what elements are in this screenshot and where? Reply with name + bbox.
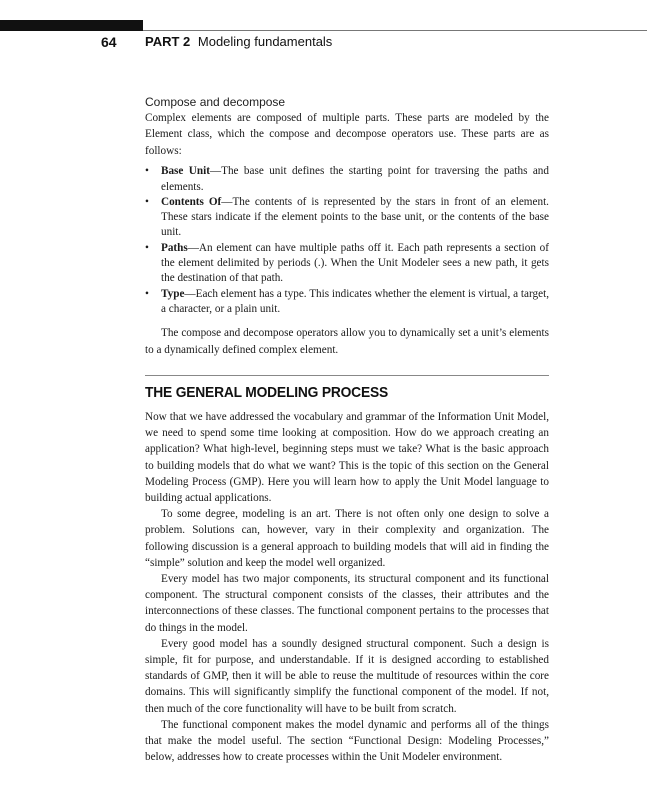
page-number: 64 xyxy=(101,34,117,50)
bullet-icon: • xyxy=(145,195,149,208)
compose-heading: Compose and decompose xyxy=(145,95,286,109)
list-item-term: Type xyxy=(161,287,185,300)
section-paragraph: To some degree, modeling is an art. There is not often only one design to solve a problem. Solutions can, however, vary in their complexity and organization. The following discussion is a general approach to building models that will aid in finding the “simple” solution and keep the model well organized. xyxy=(145,508,549,569)
section-paragraph: The functional component makes the model dynamic and performs all of the things that make the model useful. The section “Functional Design: Modeling Processes,” below, addresses how to create processes within the Unit Modeler environment. xyxy=(145,718,549,764)
compose-intro: Complex elements are composed of multiple parts. These parts are modeled by the Element class, which the compose and decompose operators use. These parts are as follows: xyxy=(145,112,549,157)
header-rule xyxy=(143,30,647,31)
part-label: PART 2 xyxy=(145,34,191,49)
section-title: THE GENERAL MODELING PROCESS xyxy=(145,384,389,401)
section-paragraph: Now that we have addressed the vocabulary and grammar of the Information Unit Model, we need to spend some time looking at composition. How do we approach creating an application? What high-level, beginning steps must we take? What is the basic approach to building models that do what we want? This is the topic of this section on the General Modeling Process (GMP). Here you will learn how to apply the Unit Model language to building actual applications. xyxy=(145,411,549,505)
part-title: Modeling fundamentals xyxy=(197,34,333,49)
list-item-text: —The base unit defines the starting point for traversing the paths and elements. xyxy=(161,165,549,193)
compose-parts-list xyxy=(145,164,549,317)
list-item xyxy=(145,164,549,195)
section-paragraph: Every good model has a soundly designed structural component. Such a design is simple, fit for purpose, and understandable. If it is designed according to established standards of GMP, then it will be able to reuse the multitude of resources within the core domains. This will significantly simplify the functional component of the model. If not, then much of the core functionality will have to be built from scratch. xyxy=(145,637,549,715)
list-item-text: —Each element has a type. This indicates whether the element is virtual, a target, a character, or a plain unit. xyxy=(161,287,549,315)
list-item-text: —An element can have multiple paths off it. Each path represents a section of the element delimited by periods (.). When the Unit Modeler sees a new path, it gets the destination of that path. xyxy=(161,241,549,285)
list-item xyxy=(145,287,549,318)
list-item-term: Paths xyxy=(161,241,188,254)
page-content xyxy=(145,94,549,765)
list-item-term: Base Unit xyxy=(161,165,210,178)
list-item xyxy=(145,241,549,287)
list-item xyxy=(145,195,549,241)
list-item-text: —The contents of is represented by the stars in front of an element. These stars indicate if the element points to the base unit, or the contents of the base unit. xyxy=(161,195,549,239)
header-black-bar xyxy=(0,20,143,31)
section-body xyxy=(145,409,549,765)
bullet-icon: • xyxy=(145,287,149,300)
bullet-icon: • xyxy=(145,241,149,254)
section-paragraph: Every model has two major components, its structural component and its functional component. The structural component consists of the classes, their attributes and the interconnections of these classes. The functional component pertains to the processes that do things in the model. xyxy=(145,573,549,634)
section-divider xyxy=(145,375,549,376)
list-item-term: Contents Of xyxy=(161,195,222,208)
bullet-icon: • xyxy=(145,165,149,178)
compose-closing: The compose and decompose operators allow you to dynamically set a unit’s elements to a dynamically defined complex element. xyxy=(145,327,549,356)
running-head xyxy=(145,34,332,49)
